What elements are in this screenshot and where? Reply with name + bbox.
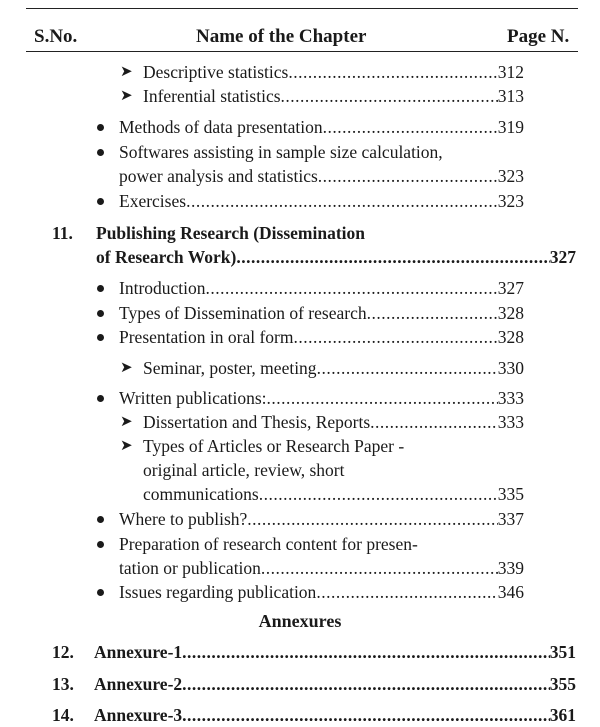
arrow-bullet-icon: ➤ [120, 64, 133, 80]
bullet-icon [97, 285, 104, 292]
header-rule [26, 51, 578, 52]
toc-entry: Issues regarding publication ..... 346 [119, 581, 524, 603]
toc-entry: Types of Dissemination of research ..... 328 [119, 302, 524, 324]
toc-entry: Methods of data presentation ..... 319 [119, 116, 524, 138]
toc-entry-line: Softwares assisting in sample size calculation, [119, 142, 443, 162]
bullet-icon [97, 395, 104, 402]
toc-entry: Exercises ..... 323 [119, 190, 524, 212]
toc-entry: tation or publication ..... 339 [119, 557, 524, 579]
bullet-icon [97, 334, 104, 341]
annexure-number: 14. [52, 705, 74, 725]
top-rule [26, 8, 578, 9]
toc-entry: Where to publish? ..... 337 [119, 508, 524, 530]
annexures-heading: Annexures [258, 611, 342, 631]
bullet-icon [97, 310, 104, 317]
toc-entry: communications ..... 335 [143, 483, 524, 505]
chapter-title-line: Publishing Research (Dissemination [96, 223, 366, 243]
header-chapter: Name of the Chapter [196, 26, 367, 47]
bullet-icon [97, 516, 104, 523]
toc-entry: Dissertation and Thesis, Reports ..... 333 [143, 411, 524, 433]
arrow-bullet-icon: ➤ [120, 360, 133, 376]
bullet-icon [97, 149, 104, 156]
toc-entry-line: original article, review, short [143, 460, 345, 480]
annexure-number: 12. [52, 642, 74, 662]
bullet-icon [97, 198, 104, 205]
toc-entry: Seminar, poster, meeting ..... 330 [143, 357, 524, 379]
toc-entry: Descriptive statistics ..... 312 [143, 61, 524, 83]
toc-entry: power analysis and statistics ..... 323 [119, 165, 524, 187]
chapter-number: 11. [52, 223, 73, 243]
annexure-entry: Annexure-3 ..... 361 [94, 704, 576, 726]
bullet-icon [97, 589, 104, 596]
toc-entry: Presentation in oral form ..... 328 [119, 326, 524, 348]
bullet-icon [97, 124, 104, 131]
chapter-title-entry: of Research Work) ..... 327 [96, 246, 576, 268]
annexure-entry: Annexure-1 ..... 351 [94, 641, 576, 663]
header-page: Page N. [507, 26, 570, 47]
annexure-entry: Annexure-2 ..... 355 [94, 673, 576, 695]
arrow-bullet-icon: ➤ [120, 414, 133, 430]
header-sno: S.No. [34, 26, 78, 47]
toc-entry: Written publications: ..... 333 [119, 387, 524, 409]
toc-entry: Introduction ..... 327 [119, 277, 524, 299]
arrow-bullet-icon: ➤ [120, 438, 133, 454]
arrow-bullet-icon: ➤ [120, 88, 133, 104]
toc-entry: Inferential statistics ..... 313 [143, 85, 524, 107]
annexure-number: 13. [52, 674, 74, 694]
toc-entry-line: Types of Articles or Research Paper - [143, 436, 405, 456]
toc-entry-line: Preparation of research content for presen- [119, 534, 418, 554]
bullet-icon [97, 541, 104, 548]
